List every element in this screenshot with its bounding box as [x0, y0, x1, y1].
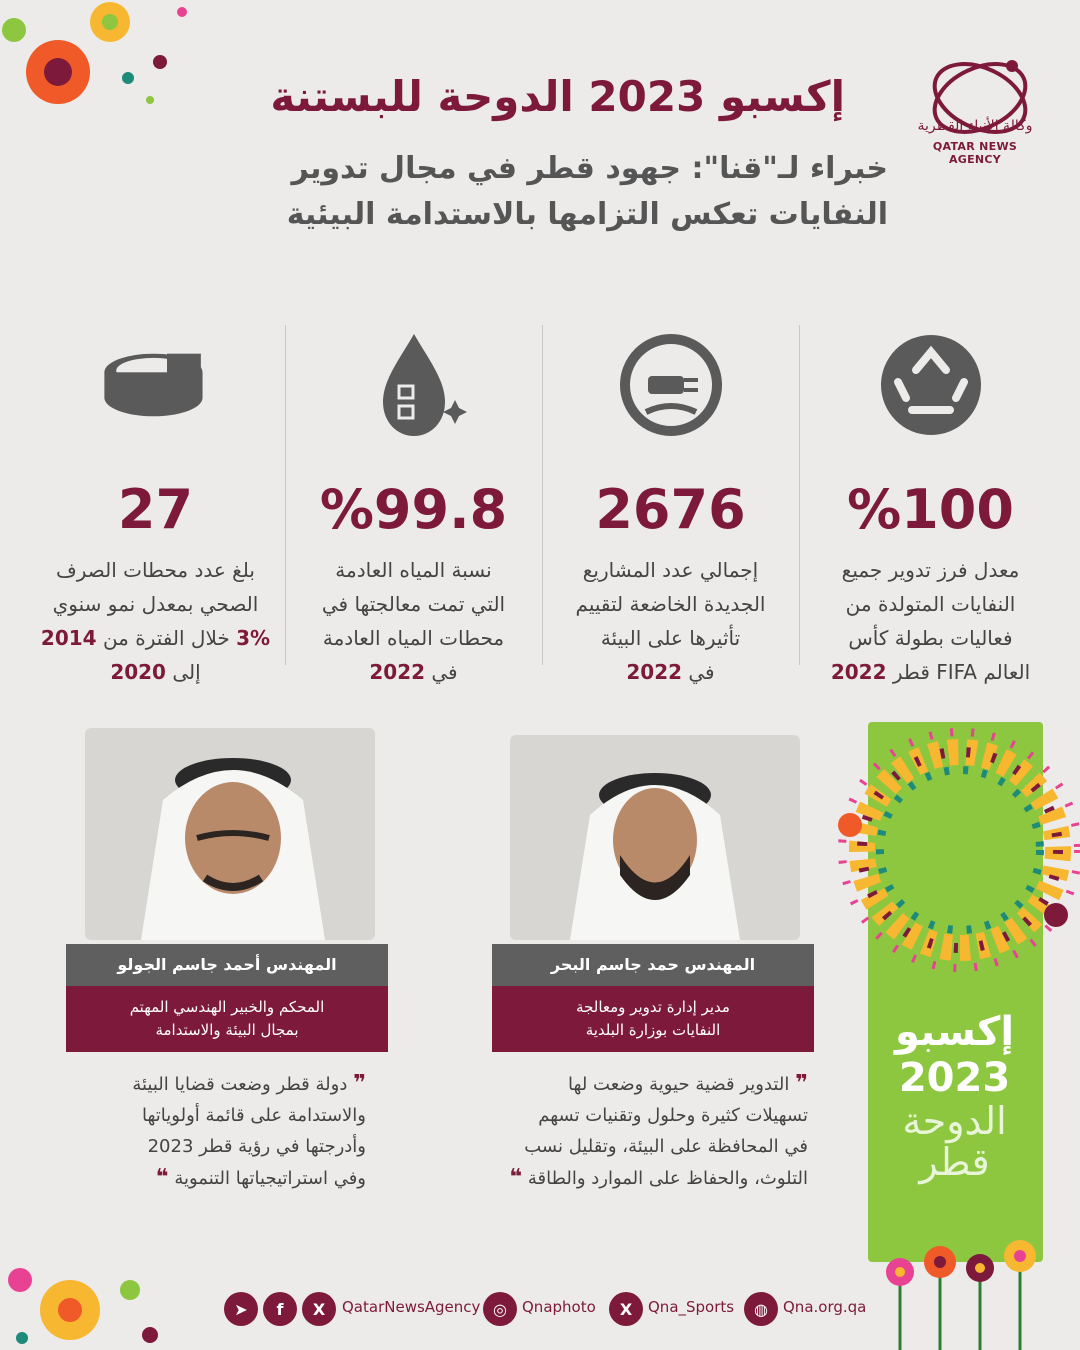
stat-value: %100 — [847, 478, 1014, 541]
role-line: مدير إدارة تدوير ومعالجة — [576, 998, 730, 1016]
person-quote — [66, 1068, 366, 1194]
stat-line: فعاليات بطولة كأس — [848, 626, 1013, 650]
decorative-flowers-bottom-left — [0, 1250, 200, 1350]
year-highlight: 2022 — [830, 660, 887, 684]
person-name-bar: المهندس أحمد جاسم الجولو — [66, 944, 388, 986]
quote-line: ❞ دولة قطر وضعت قضايا البيئة — [132, 1071, 366, 1096]
stat-line: التي تمت معالجتها في — [321, 592, 506, 616]
stat-line: في 2022 — [626, 660, 715, 684]
role-line: النفايات بوزارة البلدية — [585, 1021, 721, 1039]
stat-line: تأثيرها على البيئة — [600, 626, 741, 650]
year-highlight: 2014 — [40, 626, 97, 650]
telegram-icon[interactable]: ➤ — [224, 1292, 258, 1326]
stat-line: الصحي بمعدل نمو سنوي — [52, 592, 259, 616]
expo-line-2: 2023 — [898, 1055, 1011, 1101]
person-photo-ahmed — [85, 728, 375, 940]
quote-close-icon: ❝ — [155, 1165, 169, 1190]
stat-line: 3% خلال الفترة من 2014 — [40, 626, 271, 650]
stat-line: إلى 2020 — [110, 660, 201, 684]
stat-line: معدل فرز تدوير جميع — [841, 558, 1020, 582]
expo-line-3: الدوحة — [902, 1099, 1007, 1143]
quote-open-icon: ❞ — [353, 1071, 366, 1096]
role-line: المحكم والخبير الهندسي المهتم — [129, 998, 325, 1016]
globe-icon[interactable]: ◍ — [744, 1292, 778, 1326]
quote-line: ❞ التدوير قضية حيوية وضعت لها — [568, 1071, 808, 1096]
stat-line: نسبة المياه العادمة — [335, 558, 492, 582]
expo-line-4: قطر — [919, 1140, 990, 1184]
stat-divider — [799, 325, 800, 665]
eco-plug-icon — [616, 330, 726, 440]
person-role-bar — [492, 986, 814, 1052]
year-highlight: 2020 — [110, 660, 166, 684]
stat-value: 2676 — [595, 478, 746, 541]
quote-line: في المحافظة على البيئة، وتقليل نسب — [524, 1136, 808, 1157]
stat-value: %99.8 — [319, 478, 508, 541]
subtitle-line-2: النفايات تعكس التزامها بالاستدامة البيئية — [286, 197, 888, 232]
stat-description — [803, 553, 1058, 689]
subtitle-line-1: خبراء لـ"قنا": جهود قطر في مجال تدوير — [291, 151, 888, 186]
stat-line: بلغ عدد محطات الصرف — [56, 558, 255, 582]
x-twitter-icon[interactable]: X — [609, 1292, 643, 1326]
person-name-bar: المهندس حمد جاسم البحر — [492, 944, 814, 986]
website-link[interactable]: Qna.org.qa — [783, 1298, 867, 1316]
x-twitter-icon[interactable]: X — [302, 1292, 336, 1326]
quote-open-icon: ❞ — [795, 1071, 808, 1096]
treatment-plant-icon — [101, 330, 211, 440]
water-drop-icon — [359, 330, 469, 440]
logo-name-english: QATAR NEWS AGENCY — [932, 140, 1018, 166]
expo-flowers-bottom — [880, 1232, 1040, 1350]
social-handle-sports[interactable]: Qna_Sports — [648, 1298, 735, 1316]
social-handle-main[interactable]: QatarNewsAgency — [342, 1298, 481, 1316]
stat-description — [286, 553, 541, 689]
person-photo-hamad — [510, 735, 800, 940]
quote-line: التلوث، والحفاظ على الموارد والطاقة ❝ — [509, 1165, 808, 1190]
quote-line: والاستدامة على قائمة أولوياتها — [142, 1105, 366, 1126]
facebook-icon[interactable]: f — [263, 1292, 297, 1326]
stat-line: في 2022 — [369, 660, 458, 684]
quote-line: وأدرجتها في رؤية قطر 2023 — [147, 1136, 366, 1157]
stat-line: محطات المياه العادمة — [322, 626, 505, 650]
quote-line: وفي استراتيجياتها التنموية ❝ — [155, 1165, 366, 1190]
stat-recycling — [803, 330, 1058, 689]
stat-wastewater — [286, 330, 541, 689]
role-line: بمجال البيئة والاستدامة — [155, 1021, 299, 1039]
stat-line: العالم FIFA قطر 2022 — [830, 660, 1031, 684]
person-role-bar — [66, 986, 388, 1052]
stat-description — [28, 553, 283, 689]
expo-line-1: إكسبو — [894, 1009, 1015, 1055]
stat-sewage-stations — [28, 330, 283, 689]
stat-projects — [543, 330, 798, 689]
year-highlight: 2022 — [369, 660, 426, 684]
stat-line: النفايات المتولدة من — [845, 592, 1016, 616]
expo-logo-text — [872, 1008, 1037, 1182]
instagram-icon[interactable]: ◎ — [483, 1292, 517, 1326]
expo-flower-wreath — [820, 715, 1080, 1005]
person-quote — [508, 1068, 808, 1194]
stat-value: 27 — [117, 478, 194, 541]
page-title: إكسبو 2023 الدوحة للبستنة — [270, 72, 845, 121]
stat-line: الجديدة الخاضعة لتقييم — [575, 592, 766, 616]
quote-line: تسهيلات كثيرة وحلول وتقنيات تسهم — [538, 1105, 808, 1126]
logo-name-arabic: وكالة الأنباء القطرية — [917, 118, 1033, 134]
page-subtitle — [128, 146, 888, 238]
rate-highlight: 3% — [236, 626, 271, 650]
recycle-icon — [876, 330, 986, 440]
quote-close-icon: ❝ — [509, 1165, 523, 1190]
stat-description — [543, 553, 798, 689]
stat-line: إجمالي عدد المشاريع — [582, 558, 759, 582]
social-handle-photo[interactable]: Qnaphoto — [522, 1298, 596, 1316]
year-highlight: 2022 — [626, 660, 683, 684]
